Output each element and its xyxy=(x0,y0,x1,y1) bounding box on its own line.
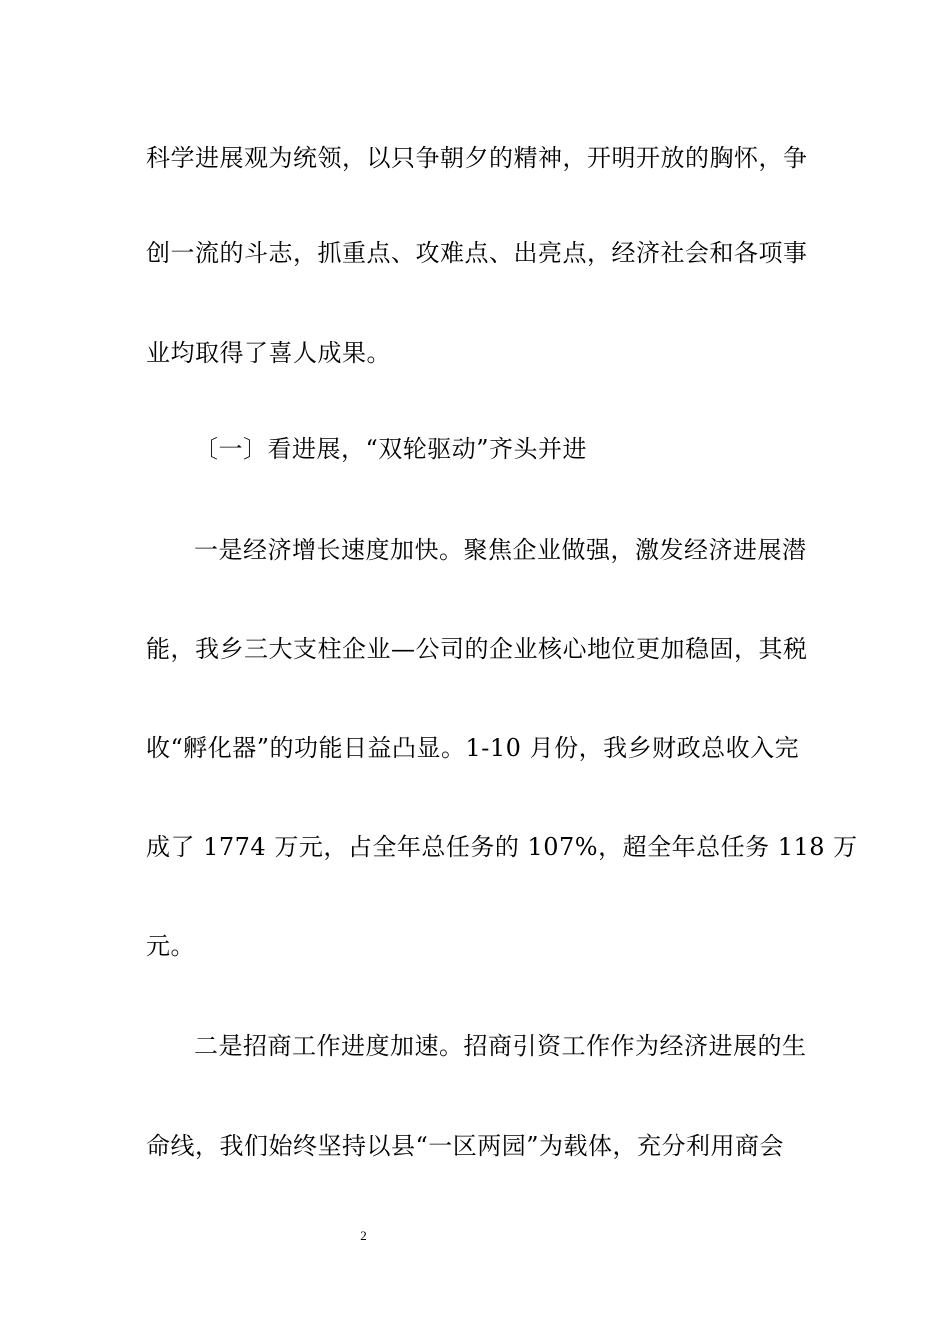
paragraph-3-line-3: 收“孵化器”的功能日益凸显。1-10 月份，我乡财政总收入完 xyxy=(146,734,800,762)
page-number: 2 xyxy=(360,1228,367,1243)
section-heading: 〔一〕看进展，“双轮驱动”齐头并进 xyxy=(194,435,588,463)
paragraph-3-line-4: 成了 1774 万元，占全年总任务的 107%，超全年总任务 118 万 xyxy=(146,833,858,861)
paragraph-1-line-2: 创一流的斗志，抓重点、攻难点、出亮点，经济社会和各项事 xyxy=(146,239,808,267)
paragraph-1-line-1: 科学进展观为统领，以只争朝夕的精神，开明开放的胸怀，争 xyxy=(146,144,808,172)
paragraph-1-line-3: 业均取得了喜人成果。 xyxy=(146,339,391,367)
paragraph-4-line-1: 二是招商工作进度加速。招商引资工作作为经济进展的生 xyxy=(194,1032,807,1060)
paragraph-3-line-2: 能，我乡三大支柱企业—公司的企业核心地位更加稳固，其税 xyxy=(146,635,808,663)
paragraph-3-line-1: 一是经济增长速度加快。聚焦企业做强，激发经济进展潜 xyxy=(194,536,807,564)
paragraph-4-line-2: 命线，我们始终坚持以县“一区两园”为载体，充分利用商会 xyxy=(146,1132,785,1160)
paragraph-3-line-5: 元。 xyxy=(146,932,195,960)
